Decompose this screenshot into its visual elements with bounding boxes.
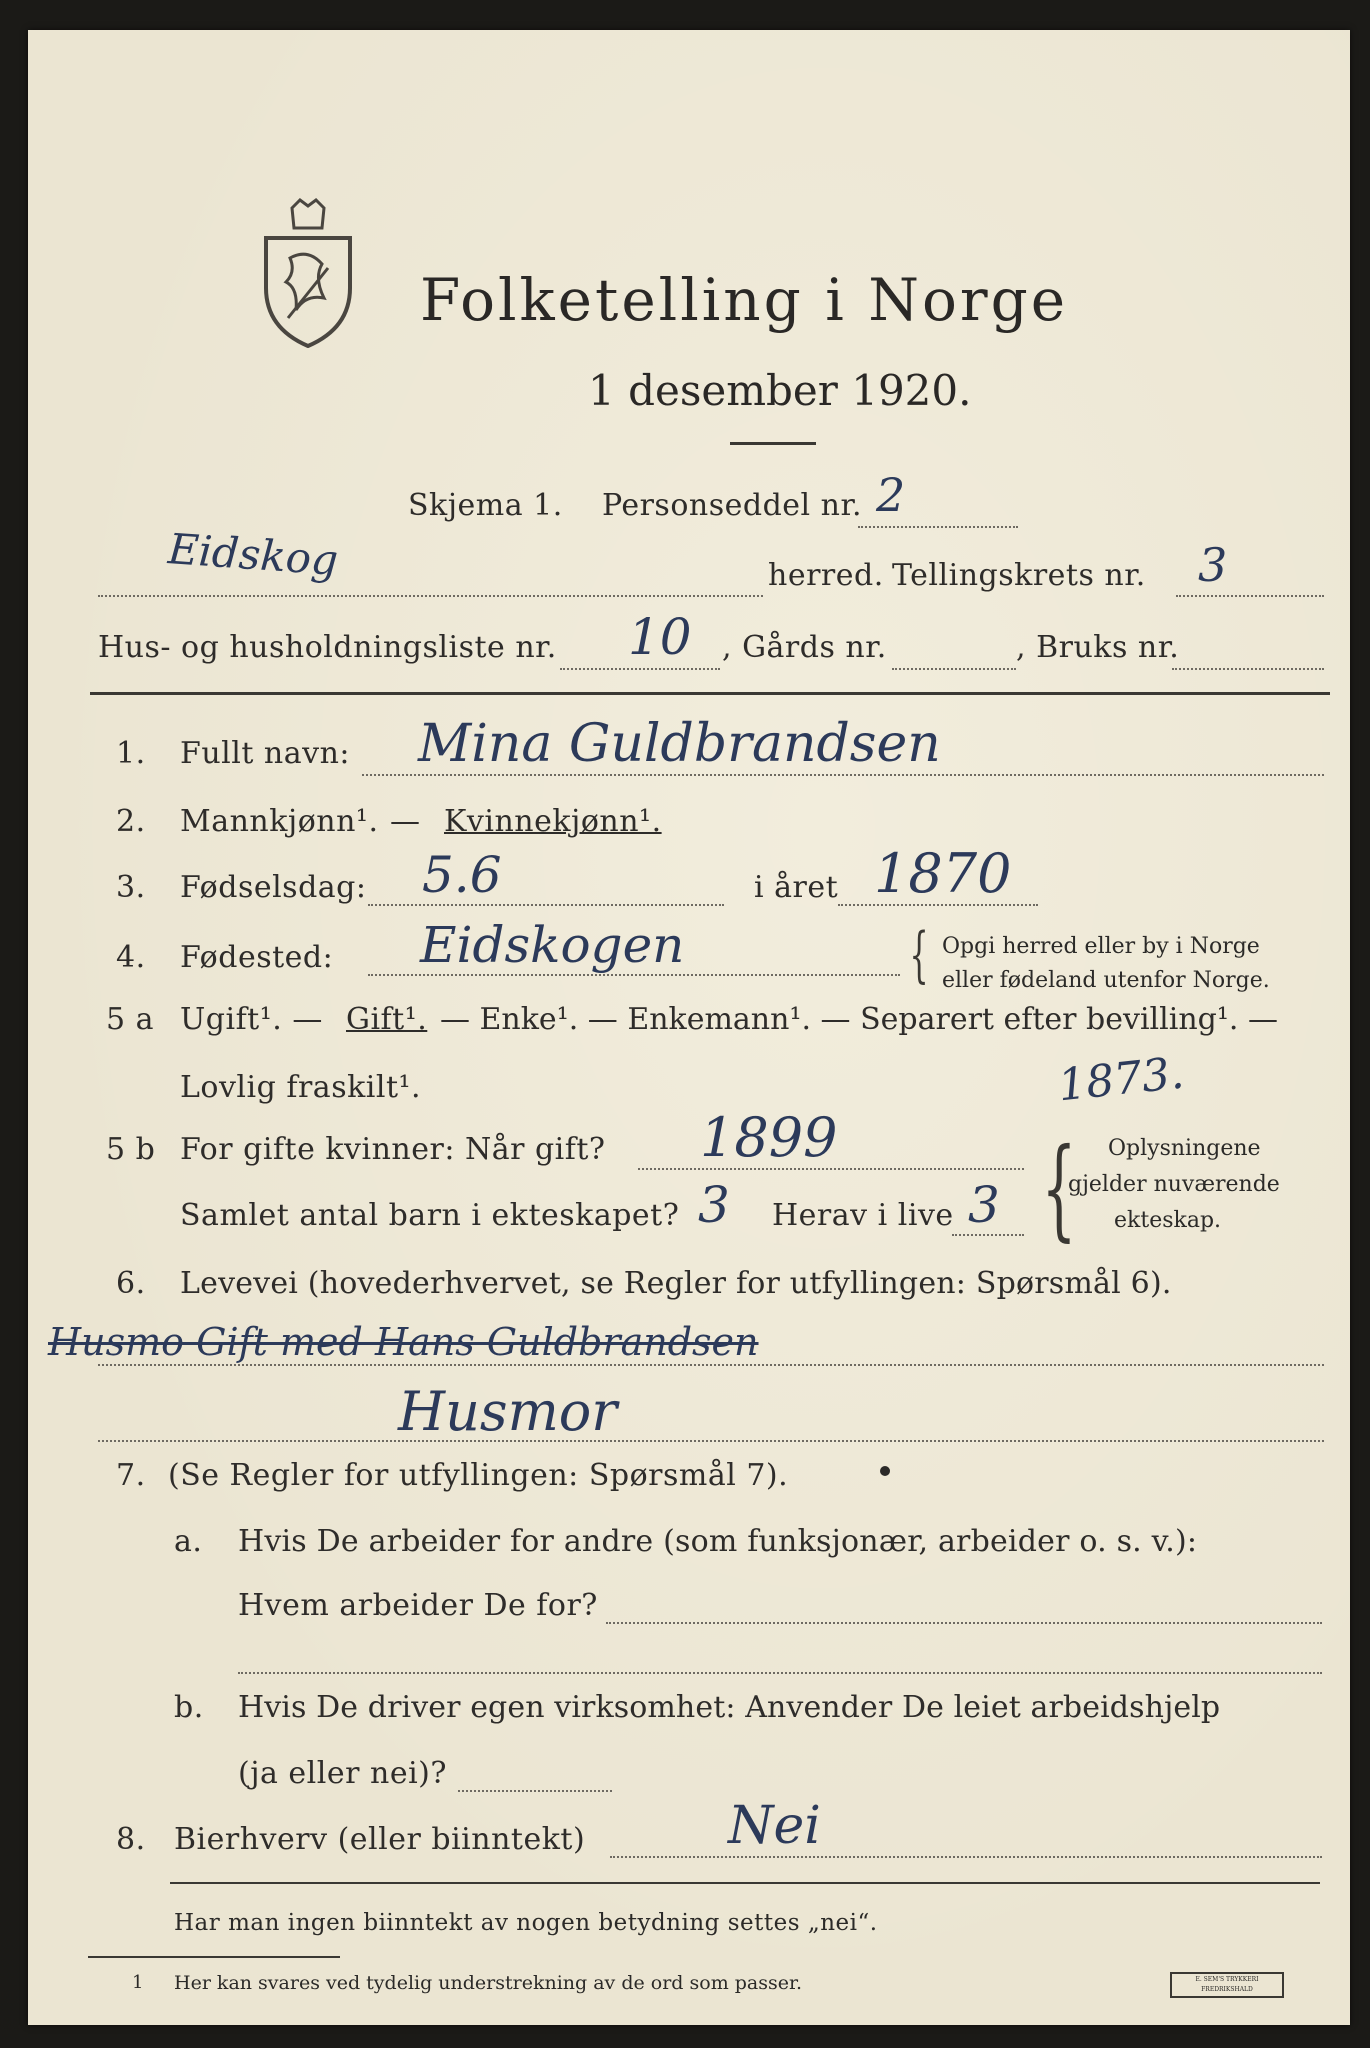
hus-dotline	[560, 668, 720, 670]
q5b-live-label: Herav i live	[772, 1198, 954, 1233]
q2-dash: —	[390, 804, 421, 839]
norway-coat-of-arms-icon	[252, 198, 364, 348]
q3-label: Fødselsdag:	[180, 870, 367, 905]
q3-year-value: 1870	[874, 842, 1012, 905]
bruks-dotline	[1172, 668, 1324, 670]
q6-dotline-2	[98, 1440, 1324, 1442]
footer-divider	[170, 1882, 1320, 1884]
q4-note-line2: eller fødeland utenfor Norge.	[942, 968, 1270, 993]
q3-number: 3.	[116, 870, 146, 905]
bruks-label: , Bruks nr.	[1016, 630, 1180, 665]
q8-label: Bierhverv (eller biinntekt)	[174, 1822, 586, 1857]
q5a-number: 5 a	[106, 1002, 155, 1037]
q5a-line2: Lovlig fraskilt¹.	[180, 1070, 422, 1105]
census-form-page	[28, 30, 1350, 2025]
q5b-brace: {	[1041, 1124, 1077, 1252]
q7-label: (Se Regler for utfyllingen: Spørsmål 7).	[168, 1458, 789, 1493]
herred-dotline	[98, 595, 763, 597]
q5b-dotline	[638, 1168, 1024, 1170]
printer-stamp	[1170, 1972, 1284, 1998]
tellingskrets-label: Tellingskrets nr.	[892, 558, 1146, 593]
tellingskrets-dotline	[1176, 595, 1324, 597]
q8-dotline	[610, 1856, 1322, 1858]
q7b-label: Hvis De driver egen virksomhet: Anvender De leiet arbeidshjelp	[238, 1690, 1221, 1725]
q7a-label: Hvis De arbeider for andre (som funksjonær, arbeider o. s. v.):	[238, 1524, 1198, 1559]
q6-value: Husmor	[398, 1380, 618, 1443]
q5b-barn-value: 3	[698, 1176, 730, 1234]
personseddel-value: 2	[876, 468, 906, 522]
gards-dotline	[892, 668, 1016, 670]
q7-number: 7.	[116, 1458, 146, 1493]
q6-dotline-1	[98, 1364, 1324, 1366]
skjema-label: Skjema 1.	[408, 488, 563, 523]
footer-note: Har man ingen biinntekt av nogen betydning settes „nei“.	[174, 1910, 878, 1936]
q7a-dotline-2	[238, 1672, 1322, 1674]
q8-value: Nei	[728, 1796, 821, 1856]
q7a-letter: a.	[174, 1524, 203, 1559]
q4-value: Eidskogen	[420, 916, 685, 974]
q7b-dotline	[458, 1790, 612, 1792]
q6-number: 6.	[116, 1266, 146, 1301]
q4-label: Fødested:	[180, 940, 334, 975]
census-date: 1 desember 1920.	[588, 366, 972, 415]
q4-brace: {	[909, 920, 929, 990]
tellingskrets-value: 3	[1198, 538, 1228, 592]
hus-value: 10	[628, 608, 692, 666]
q3-dotline	[368, 904, 724, 906]
personseddel-dotline	[858, 526, 1018, 528]
q4-dotline	[368, 974, 900, 976]
q3-year-dotline	[838, 904, 1038, 906]
q2-male: Mannkjønn¹.	[180, 804, 379, 839]
personseddel-label: Personseddel nr.	[602, 488, 863, 523]
q3-year-label: i året	[754, 870, 839, 905]
q5b-label: For gifte kvinner: Når gift?	[180, 1132, 606, 1167]
q7a-dotline-1	[606, 1622, 1322, 1624]
q7b-sub: (ja eller nei)?	[238, 1756, 447, 1791]
q5b-live-value: 3	[968, 1176, 1000, 1234]
q1-number: 1.	[116, 736, 146, 771]
q5a-rest: — Enke¹. — Enkemann¹. — Separert efter bevilling¹. —	[440, 1002, 1278, 1037]
q1-dotline	[362, 774, 1324, 776]
q5a-note: 1873.	[1055, 1047, 1187, 1112]
q8-number: 8.	[116, 1822, 146, 1857]
q3-value: 5.6	[422, 846, 502, 904]
q1-label: Fullt navn:	[180, 736, 351, 771]
q5b-note-line2: gjelder nuværende	[1068, 1172, 1280, 1197]
q7b-letter: b.	[174, 1690, 204, 1725]
title-divider	[730, 442, 816, 445]
footnote-text: Her kan svares ved tydelig understrekning av de ord som passer.	[174, 1972, 803, 1994]
q5b-barn-label: Samlet antal barn i ekteskapet?	[180, 1198, 680, 1233]
q5b-note-line1: Oplysningene	[1108, 1136, 1261, 1161]
q5b-value: 1899	[700, 1106, 838, 1169]
printer-stamp-text: E. SEM'S TRYKKERI FREDRIKSHALD	[1195, 1976, 1259, 1993]
q5b-live-dotline	[952, 1234, 1024, 1236]
hus-label: Hus- og husholdningsliste nr.	[98, 630, 557, 665]
q5a-gift: Gift¹.	[346, 1002, 428, 1037]
q4-note-line1: Opgi herred eller by i Norge	[942, 934, 1260, 959]
q7a-sub: Hvem arbeider De for?	[238, 1588, 598, 1623]
footnote-number: 1	[132, 1972, 144, 1993]
q5b-number: 5 b	[106, 1132, 156, 1167]
footnote-divider	[88, 1956, 340, 1958]
herred-value: Eidskog	[166, 524, 340, 585]
q4-number: 4.	[116, 940, 146, 975]
gards-label: , Gårds nr.	[722, 630, 887, 665]
q6-struck-text: Husmo Gift med Hans Guldbrandsen	[48, 1320, 759, 1364]
q7-ink-dot	[880, 1466, 890, 1476]
form-title: Folketelling i Norge	[420, 266, 1069, 334]
q2-female: Kvinnekjønn¹.	[444, 804, 662, 839]
q5b-note-line3: ekteskap.	[1114, 1208, 1222, 1233]
q1-value: Mina Guldbrandsen	[418, 714, 941, 774]
section-divider	[90, 692, 1330, 695]
q6-label: Levevei (hovederhvervet, se Regler for utfyllingen: Spørsmål 6).	[180, 1266, 1172, 1301]
q2-number: 2.	[116, 804, 146, 839]
q5a-ugift: Ugift¹. —	[180, 1002, 323, 1037]
herred-label: herred.	[768, 558, 884, 593]
